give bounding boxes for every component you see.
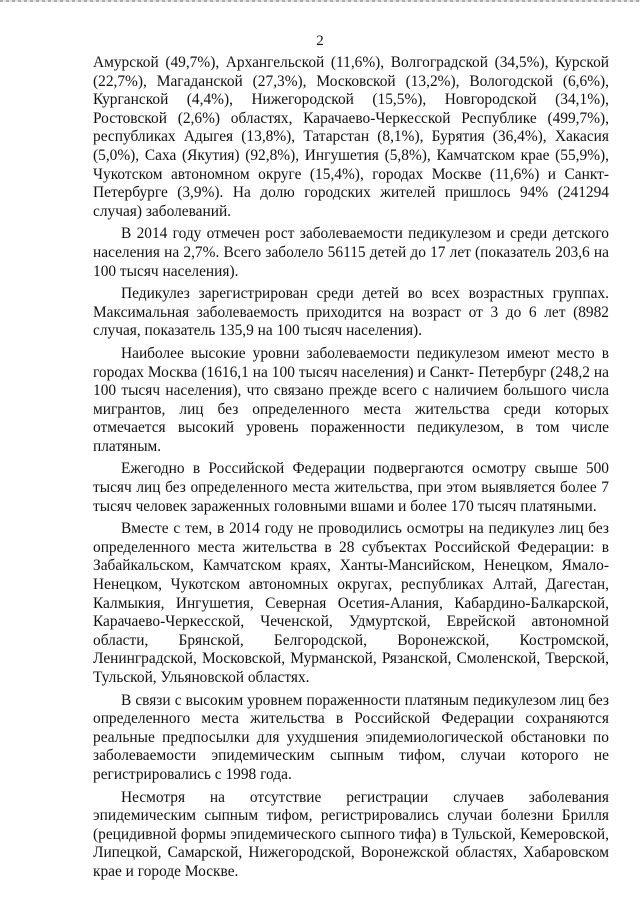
document-body xyxy=(93,54,609,886)
paragraph-annual-examinations: Ежегодно в Российской Федерации подвергаются осмотру свыше 500 тысяч лиц без определенного места жительства, при этом выявляется более 7 тысяч человек зараженных головными вшами и более 170 тысяч платяными. xyxy=(93,460,609,515)
page-number: 2 xyxy=(316,33,324,49)
scan-edge-artifact xyxy=(0,0,640,2)
paragraph-regions-list: Амурской (49,7%), Архангельской (11,6%), Волгоградской (34,5%), Курской (22,7%), Магаданской (27,3%), Московской (13,2%), Вологодской (6,6%), Курганской (4,4%), Нижегородской (15,5%), Новгородской (34,1%), Ростовской (2,6%) областях, Карачаево-Черкесской Республике (499,7%), республиках Адыгея (13,8%), Татарстан (8,1%), Бурятия (36,4%), Хакасия (5,0%), Саха (Якутия) (92,8%), Ингушетия (5,8%), Камчатском крае (55,9%), Чукотском автономном округе (15,4%), городах Москве (11,6%) и Санкт-Петербурге (3,9%). На долю городских жителей пришлось 94% (241294 случая) заболеваний. xyxy=(93,54,609,220)
paragraph-highest-levels: Наиболее высокие уровни заболеваемости педикулезом имеют место в городах Москва (1616,1 на 100 тысяч населения) и Санкт- Петербург (248,2 на 100 тысяч населения), что связано прежде всего с наличием большого числа мигрантов, лиц без определенного места жительства среди которых отмечается высокий уровень пораженности педикулезом, в том числе платяным. xyxy=(93,344,609,455)
paragraph-typhus-risk: В связи с высоким уровнем пораженности платяным педикулезом лиц без определенного места жительства в Российской Федерации сохраняются реальные предпосылки для ухудшения эпидемиологической обстановки по заболеваемости эпидемическим сыпным тифом, случаи которого не регистрировались с 1998 года. xyxy=(93,691,609,783)
paragraph-children-incidence: В 2014 году отмечен рост заболеваемости педикулезом и среди детского населения на 2,7%. Всего заболело 56115 детей до 17 лет (показатель 203,6 на 100 тысяч населения). xyxy=(93,225,609,280)
paragraph-age-groups: Педикулез зарегистрирован среди детей во всех возрастных группах. Максимальная заболеваемость приходится на возраст от 3 до 6 лет (8982 случая, показатель 135,9 на 100 тысяч населения). xyxy=(93,285,609,340)
paragraph-brill-disease: Несмотря на отсутствие регистрации случаев заболевания эпидемическим сыпным тифом, регистрировались случаи болезни Брилля (рецидивной формы эпидемического сыпного тифа) в Тульской, Кемеровской, Липецкой, Самарской, Нижегородской, Воронежской областях, Хабаровском крае и городе Москве. xyxy=(93,788,609,880)
paragraph-no-examinations: Вместе с тем, в 2014 году не проводились осмотры на педикулез лиц без определенного места жительства в 28 субъектах Российской Федерации: в Забайкальском, Камчатском краях, Ханты-Мансийском, Ненецком, Ямало-Ненецком, Чукотском автономных округах, республиках Алтай, Дагестан, Калмыкия, Ингушетия, Северная Осетия-Алания, Кабардино-Балкарской, Карачаево-Черкесской, Чеченской, Удмуртской, Еврейской автономной области, Брянской, Белгородской, Воронежской, Костромской, Ленинградской, Московской, Мурманской, Рязанской, Смоленской, Тверской, Тульской, Ульяновской областях. xyxy=(93,520,609,686)
